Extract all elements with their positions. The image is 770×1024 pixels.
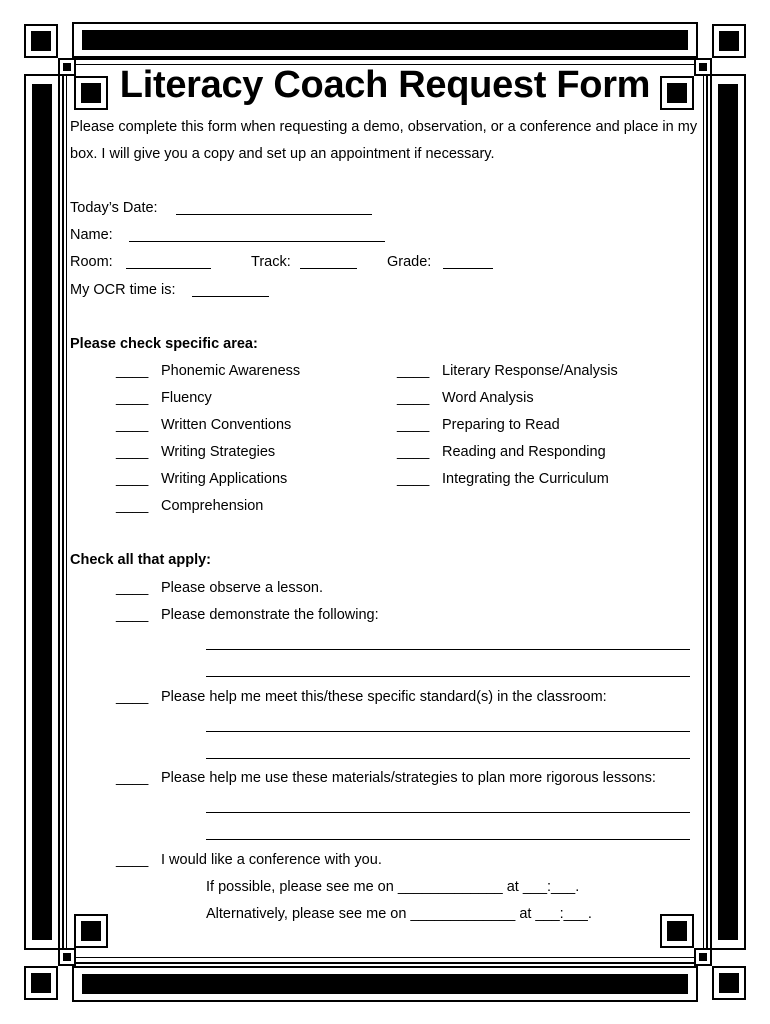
ocr-time-label: My OCR time is: — [70, 282, 176, 298]
track-field[interactable] — [300, 268, 357, 269]
border-left-line — [62, 74, 64, 950]
area-checkbox-blank[interactable]: ____ — [397, 363, 430, 379]
border-right-bar — [718, 84, 738, 940]
apply-label-observe: Please observe a lesson. — [161, 580, 324, 596]
materials-answer-line[interactable] — [206, 812, 690, 813]
corner-square-top-left — [24, 24, 58, 58]
corner-inner-bottom-right — [660, 914, 694, 948]
area-label-word-analysis: Word Analysis — [442, 390, 534, 406]
apply-label-demonstrate: Please demonstrate the following: — [161, 607, 379, 623]
page-title: Literacy Coach Request Form — [119, 64, 651, 106]
apply-heading: Check all that apply: — [70, 552, 212, 568]
corner-square-top-right — [712, 24, 746, 58]
apply-checkbox-blank[interactable]: ____ — [116, 607, 149, 623]
area-label-fluency: Fluency — [161, 390, 212, 406]
apply-checkbox-blank[interactable]: ____ — [116, 689, 149, 705]
grade-label: Grade: — [387, 254, 432, 270]
area-checkbox-blank[interactable]: ____ — [116, 390, 149, 406]
border-top-bar — [82, 30, 688, 50]
area-checkbox-blank[interactable]: ____ — [116, 417, 149, 433]
date-field[interactable] — [176, 214, 372, 215]
border-bottom-line — [72, 962, 698, 964]
demonstrate-answer-line[interactable] — [206, 649, 690, 650]
grade-field[interactable] — [443, 268, 493, 269]
area-label-preparing-to-read: Preparing to Read — [442, 417, 560, 433]
apply-label-standards: Please help me meet this/these specific standard(s) in the classroom: — [161, 689, 607, 705]
area-checkbox-blank[interactable]: ____ — [116, 363, 149, 379]
intro-line-2: box. I will give you a copy and set up an appointment if necessary. — [70, 146, 495, 162]
corner-small-bottom-right — [694, 948, 712, 966]
border-top-line — [72, 58, 698, 60]
area-checkbox-blank[interactable]: ____ — [116, 498, 149, 514]
date-label: Today’s Date: — [70, 200, 158, 216]
area-label-phonemic-awareness: Phonemic Awareness — [161, 363, 301, 379]
standards-answer-line[interactable] — [206, 758, 690, 759]
corner-square-bottom-left — [24, 966, 58, 1000]
apply-label-conference: I would like a conference with you. — [161, 852, 382, 868]
corner-small-bottom-left — [58, 948, 76, 966]
area-label-comprehension: Comprehension — [161, 498, 264, 514]
room-field[interactable] — [126, 268, 211, 269]
border-right-line — [706, 74, 708, 950]
area-label-reading-and-responding: Reading and Responding — [442, 444, 606, 460]
name-label: Name: — [70, 227, 113, 243]
area-checkbox-blank[interactable]: ____ — [397, 471, 430, 487]
area-label-written-conventions: Written Conventions — [161, 417, 292, 433]
apply-label-materials: Please help me use these materials/strategies to plan more rigorous lessons: — [161, 770, 656, 786]
materials-answer-line[interactable] — [206, 839, 690, 840]
apply-checkbox-blank[interactable]: ____ — [116, 852, 149, 868]
track-label: Track: — [251, 254, 291, 270]
border-bottom-bar — [82, 974, 688, 994]
area-label-writing-strategies: Writing Strategies — [161, 444, 276, 460]
conference-alternative-time[interactable]: Alternatively, please see me on _____________ at ___:___. — [206, 906, 592, 922]
ocr-time-field[interactable] — [192, 296, 269, 297]
area-label-literary-response: Literary Response/Analysis — [442, 363, 618, 379]
standards-answer-line[interactable] — [206, 731, 690, 732]
border-left-bar — [32, 84, 52, 940]
room-label: Room: — [70, 254, 113, 270]
intro-line-1: Please complete this form when requesting a demo, observation, or a conference and place in my — [70, 119, 698, 135]
area-checkbox-blank[interactable]: ____ — [116, 471, 149, 487]
area-heading: Please check specific area: — [70, 336, 258, 352]
area-checkbox-blank[interactable]: ____ — [397, 444, 430, 460]
area-label-writing-applications: Writing Applications — [161, 471, 288, 487]
area-checkbox-blank[interactable]: ____ — [397, 417, 430, 433]
area-checkbox-blank[interactable]: ____ — [397, 390, 430, 406]
corner-inner-bottom-left — [74, 914, 108, 948]
corner-square-bottom-right — [712, 966, 746, 1000]
demonstrate-answer-line[interactable] — [206, 676, 690, 677]
conference-preferred-time[interactable]: If possible, please see me on _____________ at ___:___. — [206, 879, 580, 895]
name-field[interactable] — [129, 241, 385, 242]
apply-checkbox-blank[interactable]: ____ — [116, 770, 149, 786]
area-label-integrating-curriculum: Integrating the Curriculum — [442, 471, 609, 487]
apply-checkbox-blank[interactable]: ____ — [116, 580, 149, 596]
area-checkbox-blank[interactable]: ____ — [116, 444, 149, 460]
